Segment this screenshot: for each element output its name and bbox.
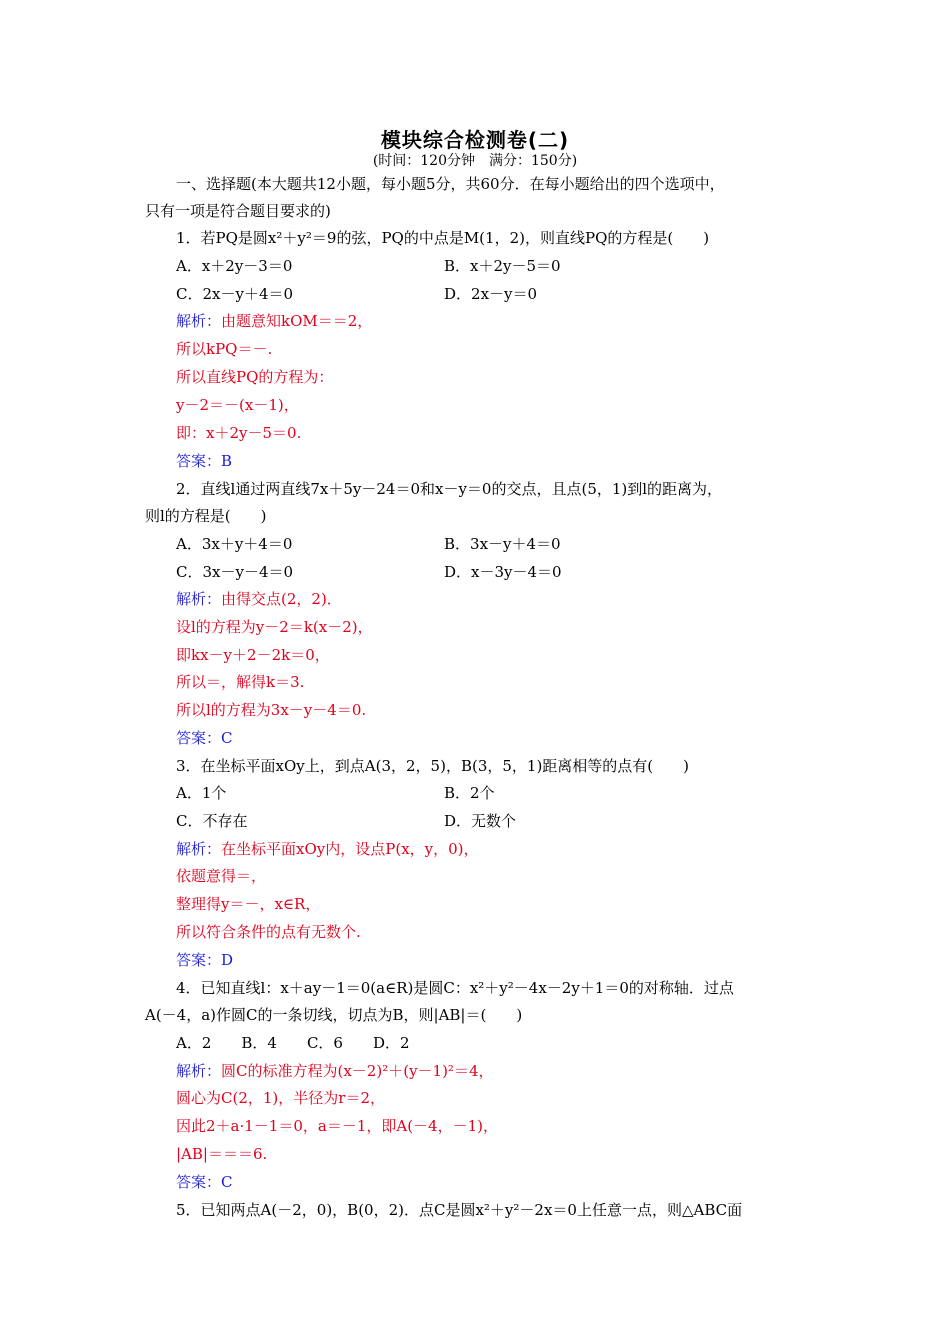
q4-solution-2: 圆心为C(2，1)，半径为r＝2， <box>176 1089 385 1107</box>
q5-stem: 5．已知两点A(－2，0)，B(0，2)．点C是圆x²＋y²－2x＝0上任意一点，则△ABC面 <box>176 1201 743 1219</box>
q4-solution-line <box>176 1061 494 1081</box>
q4-solution-4: |AB|＝＝＝6. <box>176 1145 268 1163</box>
solution-text: 由得交点(2，2)． <box>221 590 342 608</box>
q2-option-a: A．3x＋y＋4＝0 <box>176 535 293 553</box>
q3-option-d: D．无数个 <box>444 812 517 830</box>
solution-text: 圆C的标准方程为(x－2)²＋(y－1)²＝4， <box>221 1062 494 1080</box>
q2-solution-line <box>176 589 342 609</box>
q1-option-c: C．2x－y＋4＝0 <box>176 285 294 303</box>
q2-solution-2: 设l的方程为y－2＝k(x－2)， <box>176 618 373 636</box>
q4-stem: 4．已知直线l：x＋ay－1＝0(a∈R)是圆C：x²＋y²－4x－2y＋1＝0的对称轴．过点 <box>176 979 734 997</box>
q2-solution-4: 所以＝，解得k＝3. <box>176 673 305 691</box>
q1-option-b: B．x＋2y－5＝0 <box>444 257 561 275</box>
q3-solution-3: 整理得y＝－，x∈R， <box>176 895 321 913</box>
q1-solution-2: 所以kPQ＝－. <box>176 340 273 358</box>
q1-solution-line <box>176 311 372 331</box>
solution-label: 解析： <box>176 312 222 330</box>
q2-option-d: D．x－3y－4＝0 <box>444 563 562 581</box>
q1-solution-3: 所以直线PQ的方程为： <box>176 368 334 386</box>
q1-option-a: A．x＋2y－3＝0 <box>176 257 293 275</box>
q3-stem: 3．在坐标平面xOy上，到点A(3，2，5)，B(3，5，1)距离相等的点有( ) <box>176 757 690 775</box>
q1-stem: 1．若PQ是圆x²＋y²＝9的弦，PQ的中点是M(1，2)，则直线PQ的方程是( ) <box>176 229 710 247</box>
q2-answer: 答案：C <box>176 729 233 747</box>
q3-answer: 答案：D <box>176 951 234 969</box>
q1-answer: 答案：B <box>176 452 233 470</box>
q2-solution-3: 即kx－y＋2－2k＝0， <box>176 646 330 664</box>
q3-solution-4: 所以符合条件的点有无数个. <box>176 923 361 941</box>
q2-stem-cont: 则l的方程是( ) <box>145 507 267 525</box>
q4-solution-3: 因此2＋a·1－1＝0，a＝－1，即A(－4，－1)， <box>176 1117 498 1135</box>
section-heading: 一、选择题(本大题共12小题，每小题5分，共60分．在每小题给出的四个选项中， <box>176 175 725 193</box>
q2-option-c: C．3x－y－4＝0 <box>176 563 294 581</box>
q2-solution-5: 所以l的方程为3x－y－4＝0. <box>176 701 367 719</box>
q3-option-b: B．2个 <box>444 784 495 802</box>
q3-option-a: A．1个 <box>176 784 227 802</box>
section-heading-cont: 只有一项是符合题目要求的) <box>145 202 331 220</box>
q4-answer: 答案：C <box>176 1173 233 1191</box>
q1-solution-5: 即：x＋2y－5＝0. <box>176 424 302 442</box>
solution-text: 由题意知kOM＝＝2， <box>221 312 373 330</box>
q2-stem: 2．直线l通过两直线7x＋5y－24＝0和x－y＝0的交点，且点(5，1)到l的距离为， <box>176 480 723 498</box>
solution-label: 解析： <box>176 590 222 608</box>
q1-option-d: D．2x－y＝0 <box>444 285 538 303</box>
page-title: 模块综合检测卷(二) <box>380 128 570 152</box>
q4-stem-cont: A(－4，a)作圆C的一条切线，切点为B，则|AB|＝( ) <box>145 1006 523 1024</box>
q4-options: A．2 B．4 C．6 D．2 <box>176 1034 410 1052</box>
exam-info: (时间：120分钟 满分：150分) <box>372 153 578 169</box>
q3-solution-line <box>176 839 479 859</box>
solution-label: 解析： <box>176 840 222 858</box>
solution-label: 解析： <box>176 1062 222 1080</box>
q3-solution-2: 依题意得＝， <box>176 867 267 885</box>
q3-option-c: C．不存在 <box>176 812 248 830</box>
solution-text: 在坐标平面xOy内，设点P(x，y，0)， <box>221 840 479 858</box>
q2-option-b: B．3x－y＋4＝0 <box>444 535 561 553</box>
q1-solution-4: y－2＝－(x－1)， <box>176 396 299 414</box>
